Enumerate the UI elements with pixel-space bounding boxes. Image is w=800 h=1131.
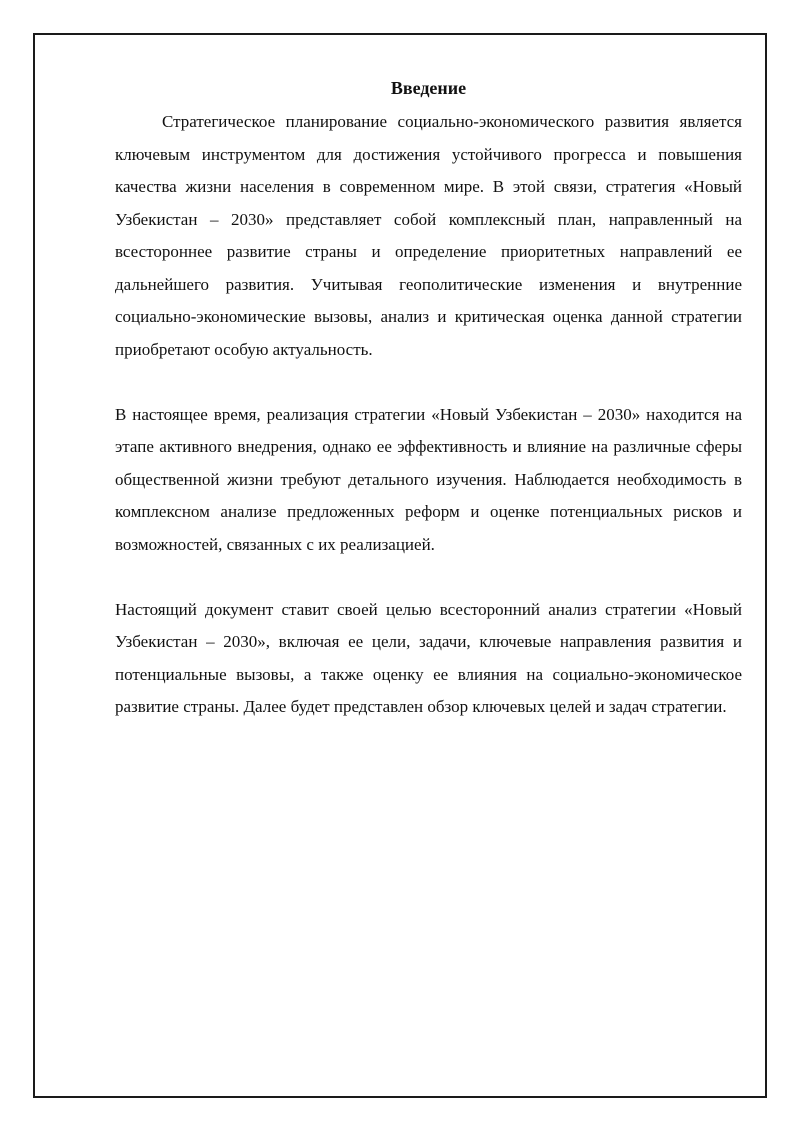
document-body: [115, 74, 742, 724]
paragraph-3: Настоящий документ ставит своей целью всесторонний анализ стратегии «Новый Узбекистан – 2030», включая ее цели, задачи, ключевые направления развития и потенциальные вызовы, а также оценку ее влияния на социально-экономическое развитие страны. Далее будет представлен обзор ключевых целей и задач стратегии.: [115, 599, 742, 716]
document-heading: Введение: [390, 78, 467, 98]
paragraph-1: Стратегическое планирование социально-экономического развития является ключевым инструментом для достижения устойчивого прогресса и повышения качества жизни населения в современном мире. В этой связи, стратегия «Новый Узбекистан – 2030» представляет собой комплексный план, направленный на всестороннее развитие страны и определение приоритетных направлений ее дальнейшего развития. Учитывая геополитические изменения и внутренние социально-экономические вызовы, анализ и критическая оценка данной стратегии приобретают особую актуальность.: [115, 112, 742, 359]
paragraph-2: В настоящее время, реализация стратегии «Новый Узбекистан – 2030» находится на этапе активного внедрения, однако ее эффективность и влияние на различные сферы общественной жизни требуют детального изучения. Наблюдается необходимость в комплексном анализе предложенных реформ и оценке потенциальных рисков и возможностей, связанных с их реализацией.: [115, 404, 742, 554]
